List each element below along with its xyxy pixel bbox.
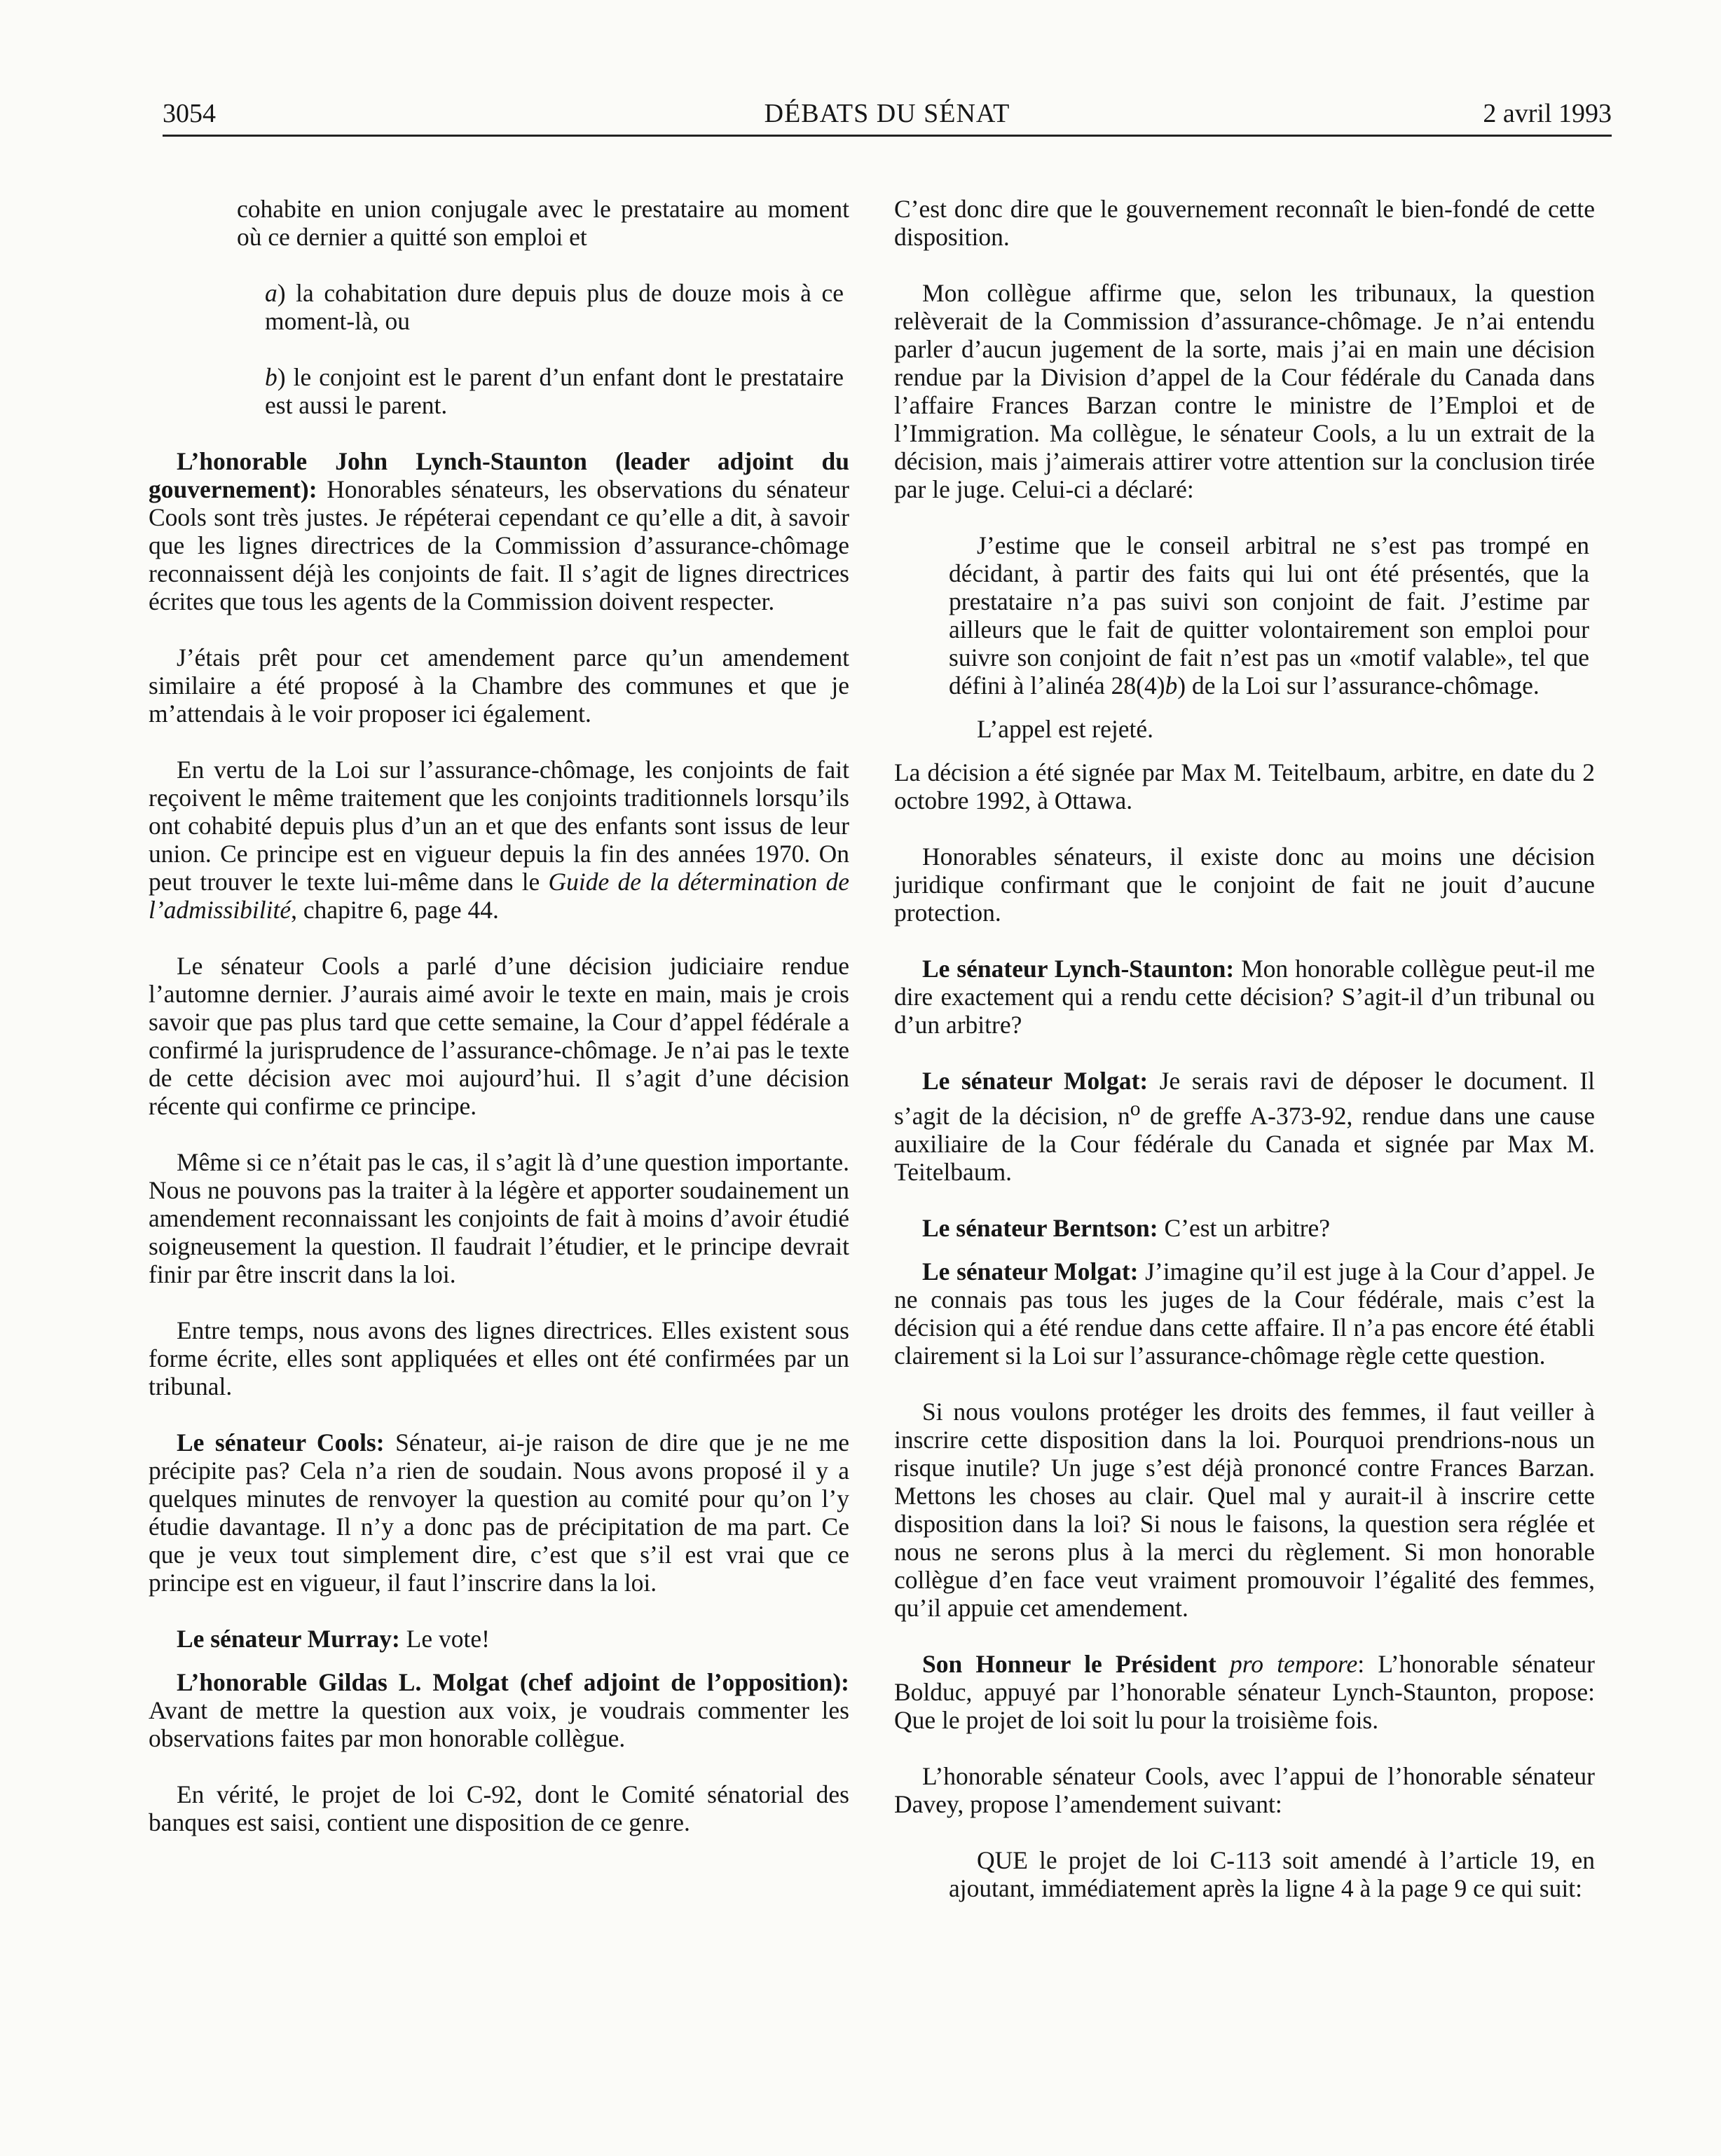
paragraph: En vertu de la Loi sur l’assurance-chômage, les conjoints de fait reçoivent le même traitement que les conjoints traditionnels lorsqu’ils ont cohabité depuis plus d’un an et que des enfants sont issus de leur union. Ce principe est en vigueur depuis la fin des années 1970. On peut trouver le texte lui-même dans le Guide de la détermination de l’admissibilité, chapitre 6, page 44. [149, 756, 849, 924]
paragraph: Si nous voulons protéger les droits des femmes, il faut veiller à inscrire cette disposition dans la loi. Pourquoi prendrions-nous un risque inutile? Un juge s’est déjà prononcé contre Frances Barzan. Mettons les choses au clair. Quel mal y aurait-il à inscrire cette disposition dans la loi? Si nous le faisons, la question sera réglée et nous ne serons plus à la merci du règlement. Si mon honorable collègue d’en face veut vraiment promouvoir l’égalité des femmes, qu’il appuie cet amendement. [894, 1397, 1595, 1622]
speaker-name: Le sénateur Molgat: [922, 1067, 1149, 1095]
speech-paragraph: Le sénateur Murray: Le vote! [177, 1625, 490, 1653]
motion-text: QUE le projet de loi C-113 soit amendé à l’article 19, en ajoutant, immédiatement après la ligne 4 à la page 9 ce qui suit: [949, 1845, 1595, 1902]
speech-paragraph: Le sénateur Molgat: J’imagine qu’il est juge à la Cour d’appel. Je ne connais pas tous les juges de la Cour fédérale, mais c’est la décision qui a été rendue dans cette affaire. Il n’a pas encore été établi clairement si la Loi sur l’assurance-chômage règle cette question. [894, 1257, 1595, 1370]
right-column [894, 195, 1595, 1930]
speech-paragraph: Le sénateur Molgat: Je serais ravi de déposer le document. Il s’agit de la décision, $n^o$ de greffe A-373-92, rendue dans une cause auxiliaire de la Cour fédérale du Canada et signée par Max M. Teitelbaum. [894, 1067, 1596, 1186]
paragraph: C’est donc dire que le gouvernement reconnaît le bien-fondé de cette disposition. [894, 195, 1595, 251]
speech-paragraph: Son Honneur le Président pro tempore: L’honorable sénateur Bolduc, appuyé par l’honorable sénateur Lynch-Staunton, propose: Que le projet de loi soit lu pour la troisième fois. [894, 1649, 1595, 1734]
speaker-name: L’honorable John Lynch-Staunton (leader adjoint du gouvernement): [149, 447, 849, 503]
speaker-name: Le sénateur Molgat: [922, 1257, 1139, 1285]
speaker-name: Le sénateur Lynch-Staunton: [922, 955, 1235, 983]
publication-title: DÉBATS DU SÉNAT [764, 99, 1010, 128]
speech-paragraph: L’honorable John Lynch-Staunton (leader adjoint du gouvernement): Honorables sénateurs, les observations du sénateur Cools sont très justes. Je répéterai cependant ce qu’elle a dit, à savoir que les lignes directrices de la Commission d’assurance-chômage reconnaissent déjà les conjoints de fait. Il s’agit de lignes directrices écrites que tous les agents de la Commission doivent respecter. [149, 447, 849, 615]
list-item-b: b) le conjoint est le parent d’un enfant dont le prestataire est aussi le parent. [265, 363, 844, 419]
speech-paragraph: Le sénateur Lynch-Staunton: Mon honorable collègue peut-il me dire exactement qui a rendu cette décision? S’agit-il d’un tribunal ou d’un arbitre? [894, 955, 1596, 1039]
paragraph: cohabite en union conjugale avec le prestataire au moment où ce dernier a quitté son emploi et [237, 195, 849, 251]
speech-paragraph: Le sénateur Berntson: C’est un arbitre? [922, 1213, 1331, 1242]
paragraph: Entre temps, nous avons des lignes directrices. Elles existent sous forme écrite, elles sont appliquées et elles ont été confirmées par un tribunal. [149, 1316, 849, 1400]
paragraph: L’honorable sénateur Cools, avec l’appui de l’honorable sénateur Davey, propose l’amendement suivant: [894, 1761, 1595, 1818]
left-column [149, 195, 849, 1864]
paragraph: J’étais prêt pour cet amendement parce qu’un amendement similaire a été proposé à la Chambre des communes et que je m’attendais à le voir proposer ici également. [149, 643, 849, 728]
speaker-name: Le sénateur Cools: [177, 1428, 385, 1456]
paragraph: Mon collègue affirme que, selon les tribunaux, la question relèverait de la Commission d’assurance-chômage. Je n’ai entendu parler d’aucun jugement de la sorte, mais j’ai en main une décision rendue par la Division d’appel de la Cour fédérale du Canada dans l’affaire Frances Barzan contre le ministre de l’Emploi et de l’Immigration. Ma collègue, le sénateur Cools, a lu un extrait de la décision, mais j’aimerais attirer votre attention sur la conclusion tirée par le juge. Celui-ci a déclaré: [894, 279, 1595, 503]
paragraph: Le sénateur Cools a parlé d’une décision judiciaire rendue l’automne dernier. J’aurais aimé avoir le texte en main, mais je crois savoir que pas plus tard que cette semaine, la Cour d’appel fédérale a confirmé la jurisprudence de l’assurance-chômage. Je n’ai pas le texte de cette décision avec moi aujourd’hui. Il s’agit d’une décision récente qui confirme ce principe. [149, 952, 849, 1120]
list-item-a: a) la cohabitation dure depuis plus de douze mois à ce moment-là, ou [265, 279, 844, 335]
paragraph: La décision a été signée par Max M. Teitelbaum, arbitre, en date du 2 octobre 1992, à Ottawa. [894, 758, 1595, 814]
paragraph: Honorables sénateurs, il existe donc au moins une décision juridique confirmant que le conjoint de fait ne jouit d’aucune protection. [894, 842, 1595, 927]
speaker-name: Le sénateur Berntson: [922, 1213, 1158, 1242]
page-header [163, 93, 1612, 137]
quotation: L’appel est rejeté. [977, 715, 1154, 743]
speech-paragraph: L’honorable Gildas L. Molgat (chef adjoint de l’opposition): Avant de mettre la question aux voix, je voudrais commenter les observations faites par mon honorable collègue. [149, 1668, 849, 1752]
page-number: 3054 [163, 99, 216, 128]
speech-paragraph: Le sénateur Cools: Sénateur, ai-je raison de dire que je ne me précipite pas? Cela n’a rien de soudain. Nous avons proposé il y a quelques minutes de renvoyer la question au comité pour qu’on l’y étudie davantage. Il n’y a donc pas de précipitation de ma part. Ce que je veux tout simplement dire, c’est que s’il est vrai que ce principe est en vigueur, il faut l’inscrire dans la loi. [149, 1428, 849, 1597]
speaker-name: Le sénateur Murray: [177, 1625, 400, 1653]
quotation: J’estime que le conseil arbitral ne s’est pas trompé en décidant, à partir des faits qui lui ont été présentés, que la prestataire n’a pas suivi son conjoint de fait. J’estime par ailleurs que le fait de quitter volontairement son emploi pour suivre son conjoint de fait n’est pas un «motif valable», tel que défini à l’alinéa 28(4)b) de la Loi sur l’assurance-chômage. [949, 531, 1589, 700]
speaker-name: Son Honneur le Président [922, 1649, 1216, 1678]
speaker-name: L’honorable Gildas L. Molgat (chef adjoint de l’opposition): [177, 1668, 849, 1696]
publication-date: 2 avril 1993 [1483, 99, 1612, 128]
paragraph: En vérité, le projet de loi C-92, dont le Comité sénatorial des banques est saisi, contient une disposition de ce genre. [149, 1780, 849, 1836]
paragraph: Même si ce n’était pas le cas, il s’agit là d’une question importante. Nous ne pouvons pas la traiter à la légère et apporter soudainement un amendement reconnaissant les conjoints de fait à moins d’avoir étudié soigneusement la question. Il faudrait l’étudier, et le principe devrait finir par être inscrit dans la loi. [149, 1148, 849, 1288]
